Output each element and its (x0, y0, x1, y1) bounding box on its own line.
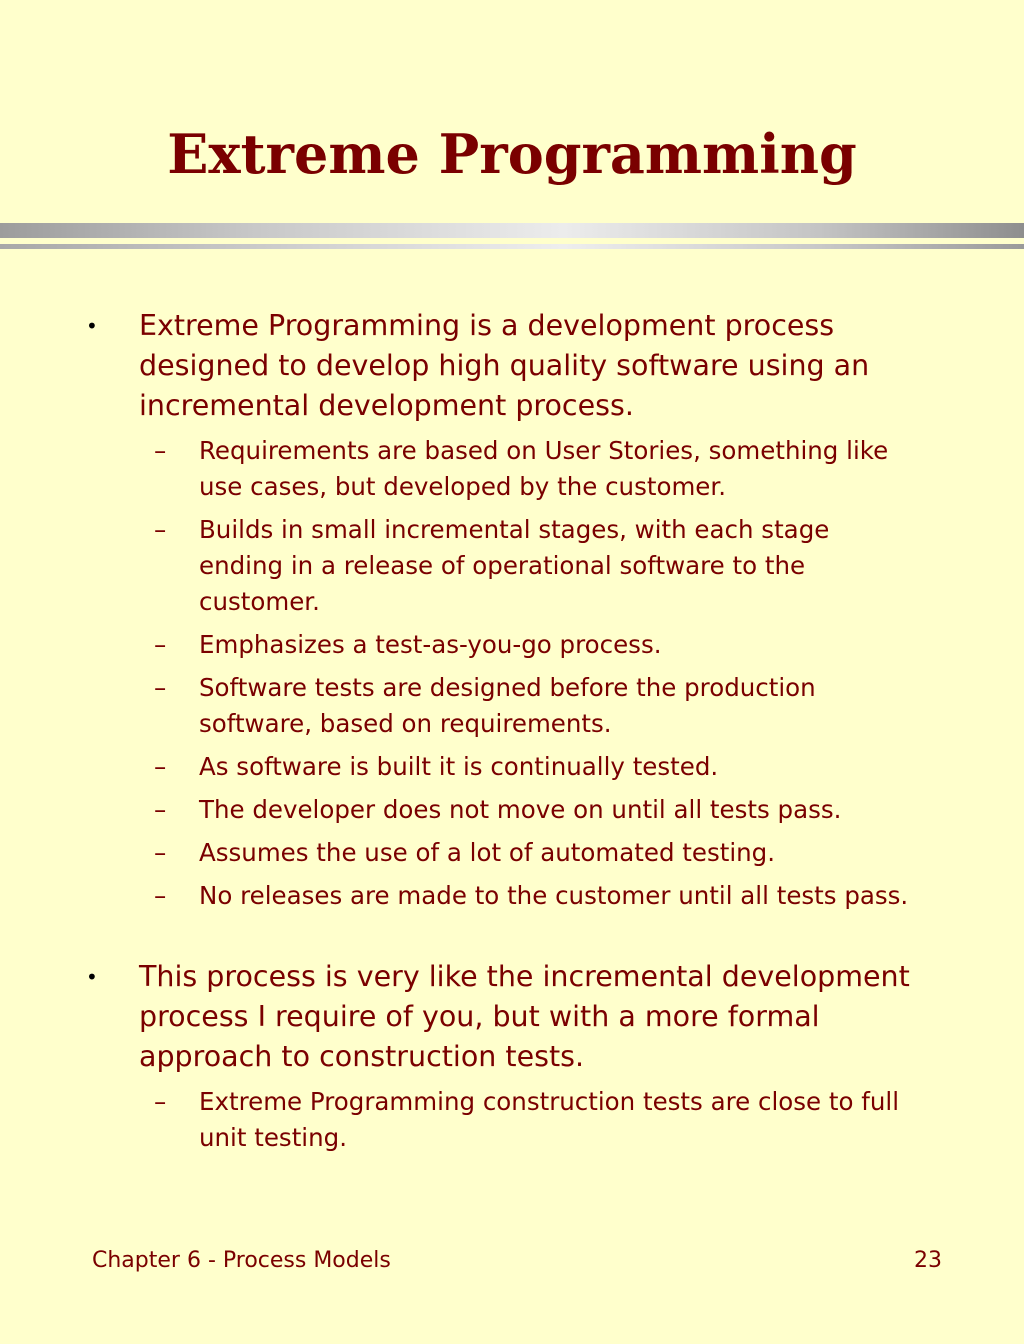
bullet-icon: • (86, 965, 98, 989)
sub-bullet-item (0, 512, 1024, 620)
sub-bullet-text: Software tests are designed before the production software, based on requirements. (199, 673, 816, 738)
bullet-text: Extreme Programming is a development process designed to develop high quality software using an incremental development process. (139, 309, 870, 422)
sub-bullet-item (0, 835, 1024, 871)
sub-bullet-item (0, 670, 1024, 742)
page-number: 23 (914, 1248, 942, 1273)
bullet-icon: • (86, 314, 98, 338)
sub-bullet-text: Emphasizes a test-as-you-go process. (199, 630, 662, 659)
sub-bullet-text: As software is built it is continually tested. (199, 752, 719, 781)
slide-body (0, 306, 1024, 1156)
bullet-group (0, 306, 1024, 914)
dash-icon: – (154, 795, 167, 824)
sub-bullet-item (0, 749, 1024, 785)
divider-bar-top (0, 223, 1024, 238)
sub-bullet-text: Requirements are based on User Stories, something like use cases, but developed by the customer. (199, 436, 889, 501)
bullet-group (0, 957, 1024, 1156)
sub-bullet-text: Extreme Programming construction tests are close to full unit testing. (199, 1087, 900, 1152)
bullet-text: This process is very like the incremental development process I require of you, but with a more formal approach to construction tests. (139, 960, 910, 1073)
dash-icon: – (154, 630, 167, 659)
bullet-item (0, 957, 1024, 1077)
slide-title: Extreme Programming (167, 122, 857, 186)
dash-icon: – (154, 673, 167, 702)
dash-icon: – (154, 881, 167, 910)
sub-bullet-text: Assumes the use of a lot of automated testing. (199, 838, 776, 867)
footer-chapter: Chapter 6 - Process Models (92, 1248, 391, 1273)
dash-icon: – (154, 838, 167, 867)
sub-bullet-item (0, 1084, 1024, 1156)
sub-bullet-item (0, 878, 1024, 914)
sub-bullet-text: No releases are made to the customer until all tests pass. (199, 881, 909, 910)
divider-bar-bottom (0, 244, 1024, 249)
dash-icon: – (154, 515, 167, 544)
sub-bullet-text: Builds in small incremental stages, with each stage ending in a release of operational software to the customer. (199, 515, 830, 616)
sub-bullet-item (0, 792, 1024, 828)
dash-icon: – (154, 1087, 167, 1116)
sub-bullet-text: The developer does not move on until all tests pass. (199, 795, 842, 824)
title-divider (0, 223, 1024, 255)
dash-icon: – (154, 752, 167, 781)
bullet-item (0, 306, 1024, 426)
sub-bullet-item (0, 627, 1024, 663)
dash-icon: – (154, 436, 167, 465)
sub-bullet-item (0, 433, 1024, 505)
